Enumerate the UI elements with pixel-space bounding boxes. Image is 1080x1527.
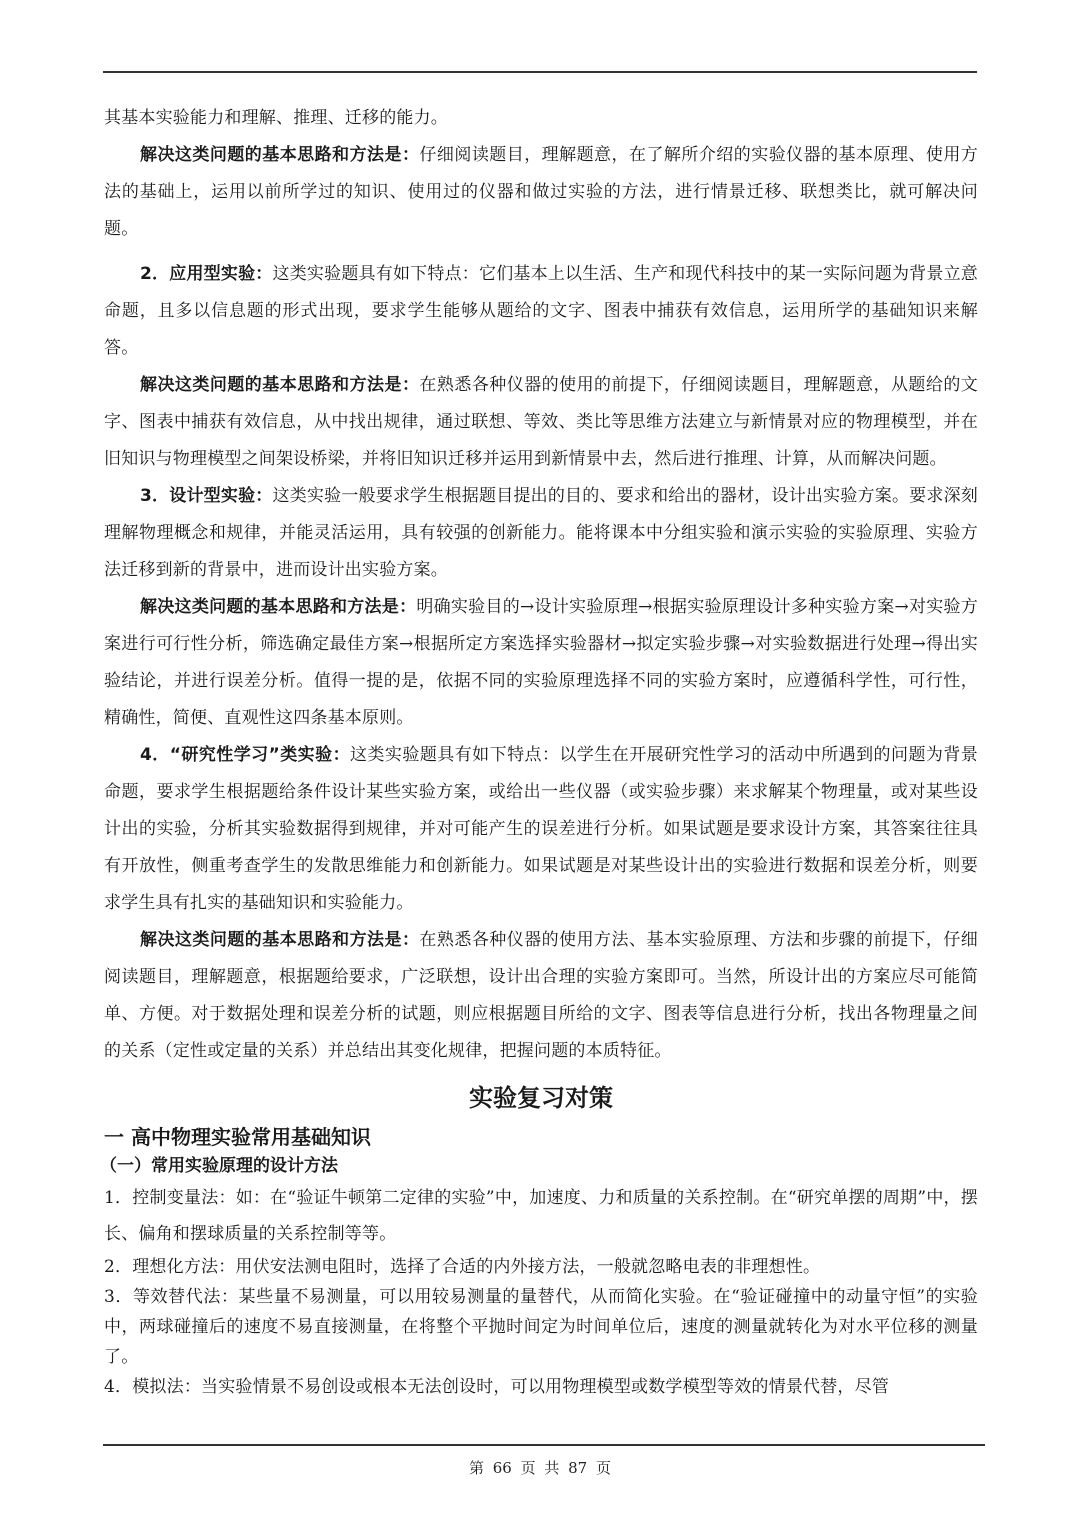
footer-rule: [103, 1444, 985, 1446]
type-2-method-paragraph: [104, 367, 978, 478]
method-text: 仔细阅读题目，理解题意，在了解所介绍的实验仪器的基本原理、使用方法的基础上，运用以前所学过的知识、使用过的仪器和做过实验的方法，进行情景迁移、联想类比，就可解决问题。: [104, 145, 978, 239]
type-4-paragraph: [104, 737, 978, 922]
method-text: 明确实验目的→设计实验原理→根据实验原理设计多种实验方案→对实验方案进行可行性分析，筛选确定最佳方案→根据所定方案选择实验器材→拟定实验步骤→对实验数据进行处理→得出实验结论，并进行误差分析。值得一提的是，依据不同的实验原理选择不同的实验方案时，应遵循科学性，可行性，精确性，简便、直观性这四条基本原则。: [104, 597, 978, 728]
method-label: 解决这类问题的基本思路和方法是：: [140, 930, 420, 950]
method-paragraph-1: [104, 137, 978, 248]
method-text: 在熟悉各种仪器的使用的前提下，仔细阅读题目，理解题意，从题给的文字、图表中捕获有效信息，从中找出规律，通过联想、等效、类比等思维方法建立与新情景对应的物理模型，并在旧知识与物理模型之间架设桥梁，并将旧知识迁移并运用到新情景中去，然后进行推理、计算，从而解决问题。: [104, 375, 978, 469]
type-2-label: 2．应用型实验：: [140, 264, 273, 284]
type-2-paragraph: [104, 256, 978, 367]
list-item-control-variable: 1．控制变量法：如：在“验证牛顿第二定律的实验”中，加速度、力和质量的关系控制。在“研究单摆的周期”中，摆长、偏角和摆球质量的关系控制等等。: [104, 1188, 978, 1244]
page-body: [100, 100, 978, 1402]
type-2-text: 这类实验题具有如下特点：它们基本上以生活、生产和现代科技中的某一实际问题为背景立意命题，且多以信息题的形式出现，要求学生能够从题给的文字、图表中捕获有效信息，运用所学的基础知识来解答。: [104, 264, 978, 358]
type-4-method-paragraph: [104, 922, 978, 1070]
list-item-equivalent-substitution: 3．等效替代法：某些量不易测量，可以用较易测量的量替代，从而简化实验。在“验证碰撞中的动量守恒”的实验中，两球碰撞后的速度不易直接测量，在将整个平抛时间定为时间单位后，速度的测量就转化为对水平位移的测量了。: [104, 1287, 978, 1367]
heading-level-2: （一）常用实验原理的设计方法: [100, 1156, 338, 1176]
method-label: 解决这类问题的基本思路和方法是：: [140, 597, 417, 617]
heading-level-1: 一 高中物理实验常用基础知识: [104, 1125, 371, 1149]
section-title: 实验复习对策: [469, 1084, 613, 1112]
type-3-method-paragraph: [104, 589, 978, 737]
type-3-label: 3．设计型实验：: [140, 486, 273, 506]
type-3-text: 这类实验一般要求学生根据题目提出的目的、要求和给出的器材，设计出实验方案。要求深刻理解物理概念和规律，并能灵活运用，具有较强的创新能力。能将课本中分组实验和演示实验的实验原理、实验方法迁移到新的背景中，进而设计出实验方案。: [104, 486, 978, 580]
type-4-label: 4．“研究性学习”类实验：: [140, 745, 351, 765]
type-4-text: 这类实验题具有如下特点：以学生在开展研究性学习的活动中所遇到的问题为背景命题，要求学生根据题给条件设计某些实验方案，或给出一些仪器（或实验步骤）来求解某个物理量，或对某些设计出的实验，分析其实验数据得到规律，并对可能产生的误差进行分析。如果试题是要求设计方案，其答案往往具有开放性，侧重考查学生的发散思维能力和创新能力。如果试题是对某些设计出的实验进行数据和误差分析，则要求学生具有扎实的基础知识和实验能力。: [104, 745, 978, 913]
method-text: 在熟悉各种仪器的使用方法、基本实验原理、方法和步骤的前提下，仔细阅读题目，理解题意，根据题给要求，广泛联想，设计出合理的实验方案即可。当然，所设计出的方案应尽可能简单、方便。对于数据处理和误差分析的试题，则应根据题目所给的文字、图表等信息进行分析，找出各物理量之间的关系（定性或定量的关系）并总结出其变化规律，把握问题的本质特征。: [104, 930, 978, 1061]
list-item-simulation: 4．模拟法：当实验情景不易创设或根本无法创设时，可以用物理模型或数学模型等效的情景代替，尽管: [104, 1377, 890, 1397]
list-item-idealization: 2．理想化方法：用伏安法测电阻时，选择了合适的内外接方法，一般就忽略电表的非理想性。: [104, 1257, 821, 1277]
header-rule: [103, 71, 977, 73]
method-label: 解决这类问题的基本思路和方法是：: [140, 375, 420, 395]
method-label: 解决这类问题的基本思路和方法是：: [140, 145, 420, 165]
page-number: 第 66 页 共 87 页: [468, 1459, 611, 1477]
type-3-paragraph: [104, 478, 978, 589]
continuation-paragraph: 其基本实验能力和理解、推理、迁移的能力。: [104, 108, 448, 128]
